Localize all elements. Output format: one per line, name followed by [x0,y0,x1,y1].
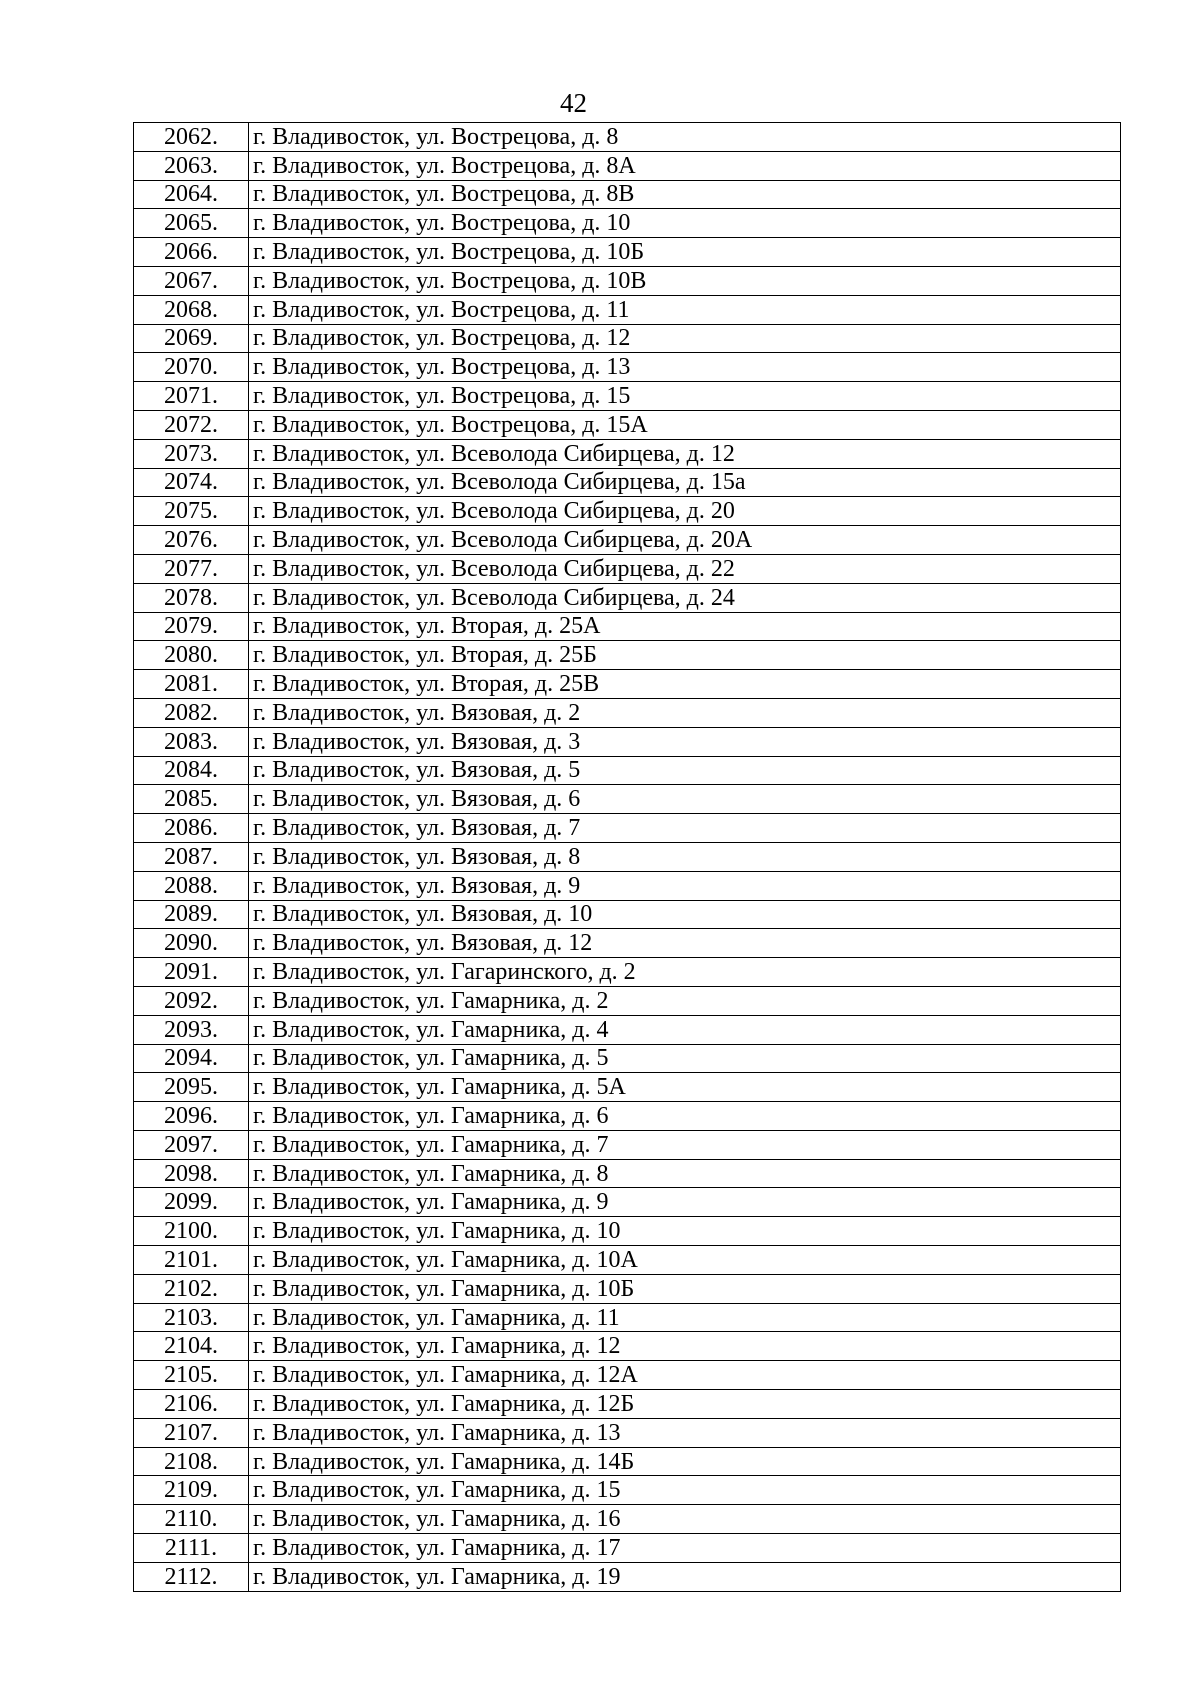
table-row [134,1102,1121,1131]
table-row [134,1188,1121,1217]
row-number-cell: 2085. [134,785,249,814]
table-row [134,382,1121,411]
table-row [134,1073,1121,1102]
row-number-cell: 2103. [134,1303,249,1332]
row-number-cell: 2078. [134,583,249,612]
table-row [134,1274,1121,1303]
address-cell: г. Владивосток, ул. Вострецова, д. 13 [249,353,1121,382]
row-number-cell: 2099. [134,1188,249,1217]
address-cell: г. Владивосток, ул. Всеволода Сибирцева, д. 24 [249,583,1121,612]
table-row [134,353,1121,382]
table-row [134,785,1121,814]
address-cell: г. Владивосток, ул. Гамарника, д. 11 [249,1303,1121,1332]
table-row [134,324,1121,353]
address-cell: г. Владивосток, ул. Гамарника, д. 15 [249,1476,1121,1505]
row-number-cell: 2108. [134,1447,249,1476]
table-row [134,871,1121,900]
address-cell: г. Владивосток, ул. Гамарника, д. 17 [249,1534,1121,1563]
row-number-cell: 2092. [134,986,249,1015]
row-number-cell: 2063. [134,151,249,180]
address-cell: г. Владивосток, ул. Гамарника, д. 16 [249,1505,1121,1534]
row-number-cell: 2077. [134,554,249,583]
row-number-cell: 2064. [134,180,249,209]
table-row [134,1217,1121,1246]
row-number-cell: 2098. [134,1159,249,1188]
address-table-body [134,123,1121,1592]
row-number-cell: 2111. [134,1534,249,1563]
address-table [133,122,1121,1592]
row-number-cell: 2090. [134,929,249,958]
address-cell: г. Владивосток, ул. Вострецова, д. 8В [249,180,1121,209]
address-cell: г. Владивосток, ул. Вторая, д. 25А [249,612,1121,641]
address-cell: г. Владивосток, ул. Вязовая, д. 5 [249,756,1121,785]
address-cell: г. Владивосток, ул. Всеволода Сибирцева, д. 12 [249,439,1121,468]
table-row [134,180,1121,209]
table-row [134,670,1121,699]
table-row [134,1159,1121,1188]
address-cell: г. Владивосток, ул. Вострецова, д. 10Б [249,238,1121,267]
table-row [134,1015,1121,1044]
table-row [134,410,1121,439]
table-row [134,266,1121,295]
row-number-cell: 2091. [134,958,249,987]
table-row [134,900,1121,929]
address-cell: г. Владивосток, ул. Всеволода Сибирцева, д. 20А [249,526,1121,555]
table-row [134,526,1121,555]
table-row [134,1534,1121,1563]
row-number-cell: 2084. [134,756,249,785]
table-row [134,1044,1121,1073]
row-number-cell: 2068. [134,295,249,324]
table-row [134,1505,1121,1534]
row-number-cell: 2086. [134,814,249,843]
address-cell: г. Владивосток, ул. Гамарника, д. 13 [249,1418,1121,1447]
table-row [134,468,1121,497]
row-number-cell: 2104. [134,1332,249,1361]
table-row [134,1562,1121,1591]
address-cell: г. Владивосток, ул. Гамарника, д. 12А [249,1361,1121,1390]
address-cell: г. Владивосток, ул. Вязовая, д. 3 [249,727,1121,756]
row-number-cell: 2087. [134,842,249,871]
row-number-cell: 2073. [134,439,249,468]
address-cell: г. Владивосток, ул. Гамарника, д. 7 [249,1130,1121,1159]
address-cell: г. Владивосток, ул. Гамарника, д. 6 [249,1102,1121,1131]
table-row [134,1130,1121,1159]
address-cell: г. Владивосток, ул. Гамарника, д. 9 [249,1188,1121,1217]
row-number-cell: 2083. [134,727,249,756]
table-row [134,612,1121,641]
row-number-cell: 2062. [134,123,249,152]
row-number-cell: 2088. [134,871,249,900]
address-cell: г. Владивосток, ул. Вязовая, д. 8 [249,842,1121,871]
address-cell: г. Владивосток, ул. Гамарника, д. 5 [249,1044,1121,1073]
address-cell: г. Владивосток, ул. Всеволода Сибирцева, д. 15а [249,468,1121,497]
row-number-cell: 2082. [134,698,249,727]
row-number-cell: 2093. [134,1015,249,1044]
table-row [134,1447,1121,1476]
table-row [134,151,1121,180]
row-number-cell: 2071. [134,382,249,411]
row-number-cell: 2096. [134,1102,249,1131]
address-cell: г. Владивосток, ул. Вострецова, д. 15А [249,410,1121,439]
table-row [134,583,1121,612]
address-cell: г. Владивосток, ул. Вторая, д. 25В [249,670,1121,699]
row-number-cell: 2081. [134,670,249,699]
table-row [134,929,1121,958]
row-number-cell: 2065. [134,209,249,238]
page-number: 42 [560,88,587,118]
table-row [134,842,1121,871]
row-number-cell: 2100. [134,1217,249,1246]
row-number-cell: 2095. [134,1073,249,1102]
table-row [134,1476,1121,1505]
table-row [134,698,1121,727]
address-cell: г. Владивосток, ул. Гамарника, д. 10 [249,1217,1121,1246]
row-number-cell: 2102. [134,1274,249,1303]
address-cell: г. Владивосток, ул. Вострецова, д. 11 [249,295,1121,324]
row-number-cell: 2110. [134,1505,249,1534]
table-row [134,439,1121,468]
address-cell: г. Владивосток, ул. Гамарника, д. 2 [249,986,1121,1015]
table-row [134,295,1121,324]
table-row [134,123,1121,152]
address-cell: г. Владивосток, ул. Гамарника, д. 12Б [249,1390,1121,1419]
table-row [134,1390,1121,1419]
row-number-cell: 2076. [134,526,249,555]
address-cell: г. Владивосток, ул. Гамарника, д. 10А [249,1246,1121,1275]
row-number-cell: 2089. [134,900,249,929]
table-row [134,1246,1121,1275]
table-row [134,1332,1121,1361]
address-cell: г. Владивосток, ул. Вязовая, д. 2 [249,698,1121,727]
row-number-cell: 2074. [134,468,249,497]
table-row [134,1303,1121,1332]
address-cell: г. Владивосток, ул. Гамарника, д. 19 [249,1562,1121,1591]
row-number-cell: 2094. [134,1044,249,1073]
table-row [134,238,1121,267]
row-number-cell: 2066. [134,238,249,267]
address-cell: г. Владивосток, ул. Всеволода Сибирцева, д. 22 [249,554,1121,583]
address-cell: г. Владивосток, ул. Вострецова, д. 10В [249,266,1121,295]
table-row [134,986,1121,1015]
table-row [134,209,1121,238]
address-cell: г. Владивосток, ул. Вострецова, д. 12 [249,324,1121,353]
table-row [134,1361,1121,1390]
address-cell: г. Владивосток, ул. Гамарника, д. 8 [249,1159,1121,1188]
row-number-cell: 2067. [134,266,249,295]
address-cell: г. Владивосток, ул. Вязовая, д. 12 [249,929,1121,958]
row-number-cell: 2101. [134,1246,249,1275]
address-cell: г. Владивосток, ул. Вострецова, д. 8 [249,123,1121,152]
table-row [134,641,1121,670]
row-number-cell: 2070. [134,353,249,382]
address-cell: г. Владивосток, ул. Вязовая, д. 9 [249,871,1121,900]
address-cell: г. Владивосток, ул. Вострецова, д. 10 [249,209,1121,238]
row-number-cell: 2072. [134,410,249,439]
table-row [134,497,1121,526]
row-number-cell: 2107. [134,1418,249,1447]
address-cell: г. Владивосток, ул. Вторая, д. 25Б [249,641,1121,670]
table-row [134,727,1121,756]
address-cell: г. Владивосток, ул. Гамарника, д. 10Б [249,1274,1121,1303]
row-number-cell: 2069. [134,324,249,353]
address-cell: г. Владивосток, ул. Всеволода Сибирцева, д. 20 [249,497,1121,526]
address-cell: г. Владивосток, ул. Вязовая, д. 7 [249,814,1121,843]
address-cell: г. Владивосток, ул. Гамарника, д. 14Б [249,1447,1121,1476]
address-cell: г. Владивосток, ул. Гамарника, д. 5А [249,1073,1121,1102]
row-number-cell: 2075. [134,497,249,526]
address-cell: г. Владивосток, ул. Гамарника, д. 4 [249,1015,1121,1044]
table-row [134,958,1121,987]
row-number-cell: 2080. [134,641,249,670]
row-number-cell: 2079. [134,612,249,641]
address-cell: г. Владивосток, ул. Вязовая, д. 10 [249,900,1121,929]
address-cell: г. Владивосток, ул. Гамарника, д. 12 [249,1332,1121,1361]
row-number-cell: 2109. [134,1476,249,1505]
row-number-cell: 2105. [134,1361,249,1390]
row-number-cell: 2112. [134,1562,249,1591]
address-cell: г. Владивосток, ул. Гагаринского, д. 2 [249,958,1121,987]
table-row [134,756,1121,785]
address-cell: г. Владивосток, ул. Вострецова, д. 8А [249,151,1121,180]
table-row [134,554,1121,583]
address-cell: г. Владивосток, ул. Вострецова, д. 15 [249,382,1121,411]
row-number-cell: 2097. [134,1130,249,1159]
address-cell: г. Владивосток, ул. Вязовая, д. 6 [249,785,1121,814]
table-row [134,814,1121,843]
table-row [134,1418,1121,1447]
row-number-cell: 2106. [134,1390,249,1419]
